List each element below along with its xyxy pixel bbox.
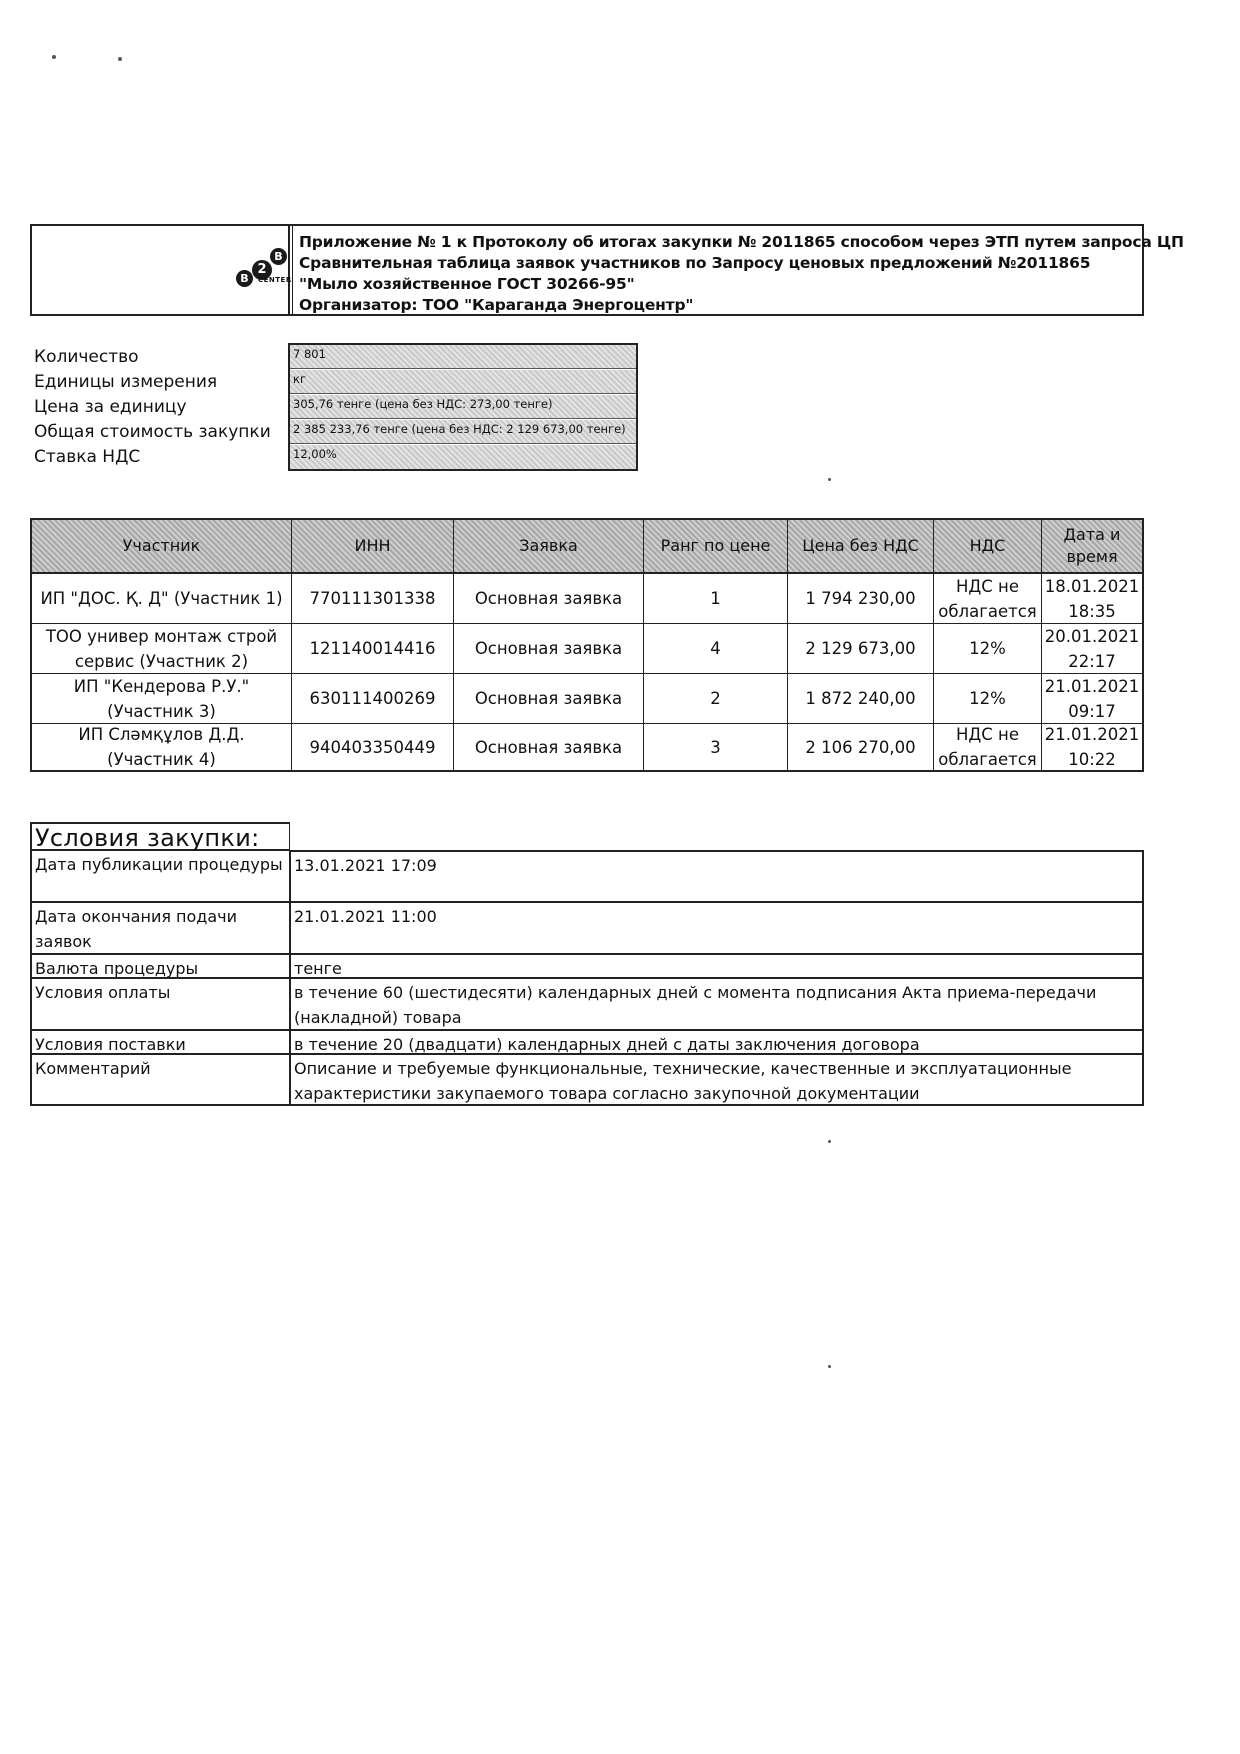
header-line-4: Организатор: ТОО "Караганда Энергоцентр" <box>299 296 694 314</box>
procurement-conditions-table <box>30 822 1144 1106</box>
logo-digit-2: 2 <box>252 260 272 280</box>
participant-datetime: 21.01.2021 09:17 <box>1042 674 1142 724</box>
participant-name: ИП Сләмқұлов Д.Д. (Участник 4) <box>32 724 292 770</box>
summary-label-vat-rate: Ставка НДС <box>34 447 141 467</box>
participant-rank: 3 <box>644 724 788 770</box>
summary-value-unit: кг <box>290 370 636 394</box>
participant-rank: 2 <box>644 674 788 724</box>
column-header-price: Цена без НДС <box>788 520 934 574</box>
participant-vat: 12% <box>934 674 1042 724</box>
summary-value-quantity: 7 801 <box>290 345 636 369</box>
participant-bid: Основная заявка <box>454 724 644 770</box>
participant-name: ИП "ДОС. Қ. Д" (Участник 1) <box>32 574 292 624</box>
participant-bid: Основная заявка <box>454 674 644 724</box>
header-line-2: Сравнительная таблица заявок участников по Запросу ценовых предложений №2011865 <box>299 254 1091 272</box>
participant-datetime: 21.01.2021 10:22 <box>1044 725 1140 769</box>
summary-label-unit: Единицы измерения <box>34 372 218 392</box>
column-header-inn: ИНН <box>292 520 454 574</box>
participant-vat: 12% <box>934 624 1042 674</box>
participant-datetime: 18.01.2021 18:35 <box>1042 574 1142 624</box>
logo-letter-b-right: B <box>270 248 287 265</box>
participant-price: 2 106 270,00 <box>788 724 934 770</box>
condition-value-comment: Описание и требуемые функциональные, технические, качественные и эксплуатационные характеристики закупаемого товара согласно закупочной документации <box>290 1054 1144 1106</box>
summary-value-vat-rate: 12,00% <box>290 445 636 469</box>
participant-inn: 940403350449 <box>292 724 454 770</box>
header-line-3: "Мыло хозяйственное ГОСТ 30266-95" <box>299 275 635 293</box>
condition-value-publication-date: 13.01.2021 17:09 <box>290 850 1144 902</box>
condition-value-delivery-terms: в течение 20 (двадцати) календарных дней с даты заключения договора <box>290 1030 1144 1054</box>
logo-cell <box>32 226 290 314</box>
b2b-center-logo <box>232 238 290 296</box>
participant-inn: 630111400269 <box>292 674 454 724</box>
participant-inn: 770111301338 <box>292 574 454 624</box>
header-text <box>292 226 1184 314</box>
condition-label-payment-terms: Условия оплаты <box>30 978 290 1030</box>
summary-values-box <box>288 343 638 471</box>
condition-label-delivery-terms: Условия поставки <box>30 1030 290 1054</box>
scan-speck <box>118 57 122 61</box>
conditions-title: Условия закупки: <box>30 822 290 850</box>
condition-label-publication-date: Дата публикации процедуры <box>30 850 290 902</box>
condition-label-currency: Валюта процедуры <box>30 954 290 978</box>
scan-speck <box>828 1365 831 1368</box>
scan-speck <box>52 55 56 59</box>
scan-speck <box>828 1140 831 1143</box>
summary-value-unit-price: 305,76 тенге (цена без НДС: 273,00 тенге) <box>290 395 636 419</box>
participant-rank: 1 <box>644 574 788 624</box>
condition-label-comment: Комментарий <box>30 1054 290 1106</box>
column-header-participant: Участник <box>32 520 292 574</box>
participant-bid: Основная заявка <box>454 574 644 624</box>
column-header-rank: Ранг по цене <box>644 520 788 574</box>
column-header-vat: НДС <box>934 520 1042 574</box>
logo-caption: CENTER <box>258 276 292 284</box>
scan-speck <box>828 478 831 481</box>
summary-label-quantity: Количество <box>34 347 139 367</box>
participant-datetime: 20.01.2021 22:17 <box>1042 624 1142 674</box>
header-line-1: Приложение № 1 к Протоколу об итогах закупки № 2011865 способом через ЭТП путем запроса ЦП <box>299 233 1184 251</box>
participant-name: ИП "Кендерова Р.У." (Участник 3) <box>32 674 292 724</box>
participant-price: 1 794 230,00 <box>788 574 934 624</box>
column-header-bid: Заявка <box>454 520 644 574</box>
logo-letter-b-left: B <box>236 270 253 287</box>
summary-value-total-cost: 2 385 233,76 тенге (цена без НДС: 2 129 673,00 тенге) <box>290 420 636 444</box>
participant-bid: Основная заявка <box>454 624 644 674</box>
participant-name: ТОО универ монтаж строй сервис (Участник 2) <box>32 624 292 674</box>
participant-rank: 4 <box>644 624 788 674</box>
participant-inn: 121140014416 <box>292 624 454 674</box>
document-header <box>30 224 1184 316</box>
participants-table <box>30 518 1144 772</box>
condition-value-deadline: 21.01.2021 11:00 <box>290 902 1144 954</box>
column-header-datetime: Дата и время <box>1042 520 1142 574</box>
condition-value-currency: тенге <box>290 954 1144 978</box>
condition-value-payment-terms: в течение 60 (шестидесяти) календарных дней с момента подписания Акта приема-передачи (накладной) товара <box>290 978 1144 1030</box>
condition-label-deadline: Дата окончания подачи заявок <box>30 902 290 954</box>
participant-vat: НДС не облагается <box>934 574 1042 624</box>
summary-label-unit-price: Цена за единицу <box>34 397 187 417</box>
participant-vat: НДС не облагается <box>934 724 1042 770</box>
participant-price: 1 872 240,00 <box>788 674 934 724</box>
summary-label-total-cost: Общая стоимость закупки <box>34 422 271 442</box>
participant-price: 2 129 673,00 <box>788 624 934 674</box>
